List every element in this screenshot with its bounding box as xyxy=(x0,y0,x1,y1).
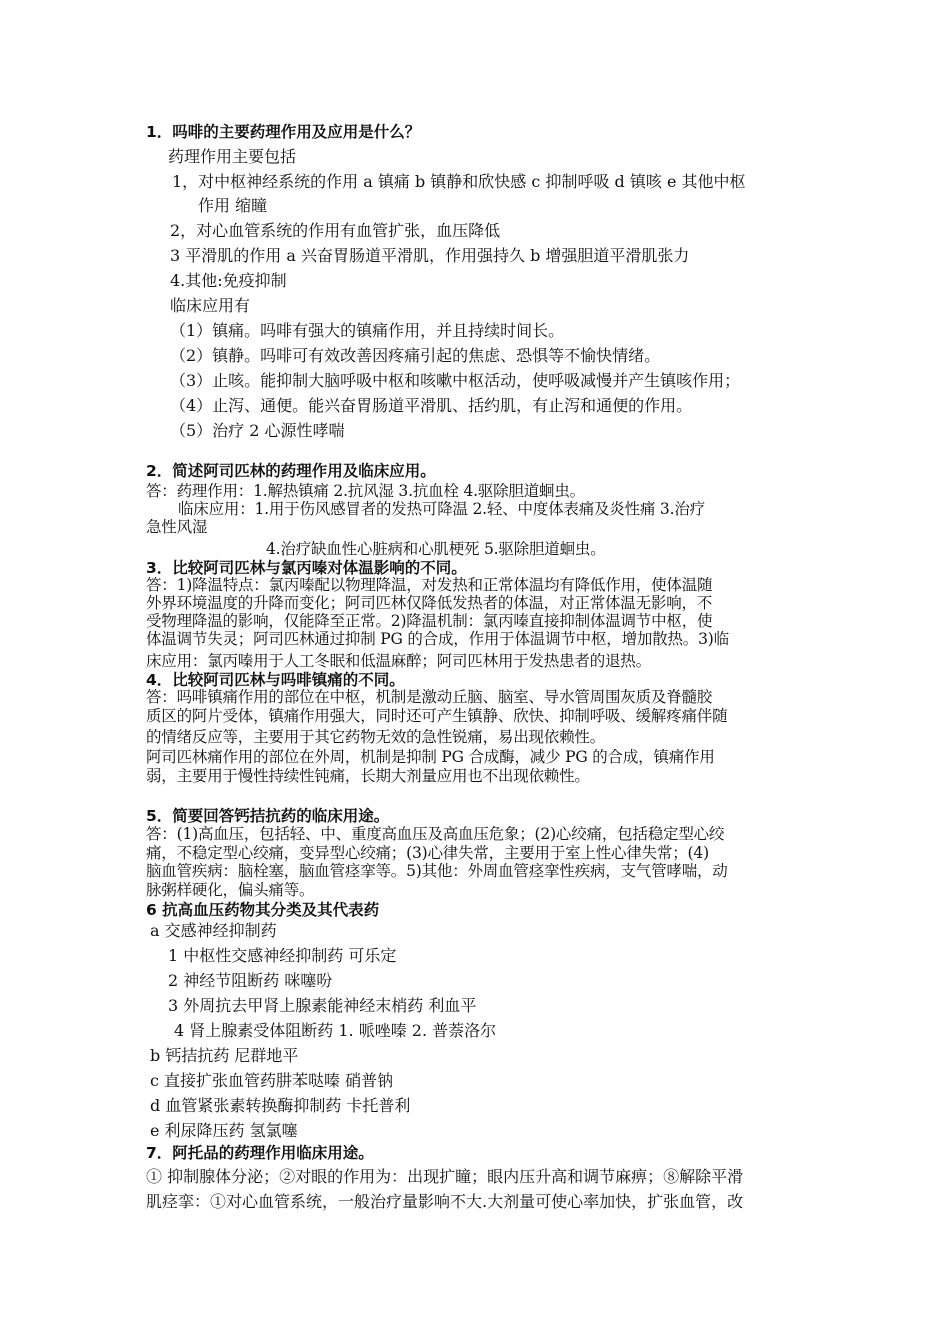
s1-line: （1）镇痛。吗啡有强大的镇痛作用，并且持续时间长。 xyxy=(170,321,565,340)
s1-line: 3 平滑肌的作用 a 兴奋胃肠道平滑肌，作用强持久 b 增强胆道平滑肌张力 xyxy=(170,246,690,265)
s4-line: 阿司匹林痛作用的部位在外周，机制是抑制 PG 合成酶，减少 PG 的合成，镇痛作用 xyxy=(146,748,715,766)
s4-line: 弱，主要用于慢性持续性钝痛，长期大剂量应用也不出现依赖性。 xyxy=(146,767,590,785)
s7-line: 肌痉挛：①对心血管系统，一般治疗量影响不大.大剂量可使心率加快，扩张血管，改 xyxy=(146,1192,744,1211)
s5-line: 痛，不稳定型心绞痛，变异型心绞痛；(3)心律失常，主要用于室上性心律失常；(4) xyxy=(146,844,709,862)
s6-line: a 交感神经抑制药 xyxy=(150,921,277,940)
s1-line: 4.其他:免疫抑制 xyxy=(170,271,287,290)
s6-line: e 利尿降压药 氢氯噻 xyxy=(150,1121,298,1140)
s6-line: 3 外周抗去甲肾上腺素能神经末梢药 利血平 xyxy=(168,996,477,1015)
s6-line: 2 神经节阻断药 咪噻吩 xyxy=(168,971,333,990)
s5-line: 脑血管疾病：脑栓塞，脑血管痉挛等。5)其他：外周血管痉挛性疾病，支气管哮喘，动 xyxy=(146,862,728,880)
s4-line: 的情绪反应等，主要用于其它药物无效的急性锐痛，易出现依赖性。 xyxy=(146,728,606,746)
s3-line: 体温调节失灵；阿司匹林通过抑制 PG 的合成，作用于体温调节中枢，增加散热。3)临 xyxy=(146,630,729,648)
s1-line: 药理作用主要包括 xyxy=(168,147,297,166)
s6-line: 1 中枢性交感神经抑制药 可乐定 xyxy=(168,946,397,965)
s6-line: b 钙拮抗药 尼群地平 xyxy=(150,1046,299,1065)
question-3-title: 3．比较阿司匹林与氯丙嗪对体温影响的不同。 xyxy=(146,559,467,577)
s2-line: 临床应用：1.用于伤风感冒者的发热可降温 2.轻、中度体表痛及炎性痛 3.治疗 xyxy=(178,500,705,518)
s1-line: （3）止咳。能抑制大脑呼吸中枢和咳嗽中枢活动，使呼吸减慢并产生镇咳作用； xyxy=(170,371,741,390)
s1-line: （4）止泻、通便。能兴奋胃肠道平滑肌、括约肌，有止泻和通便的作用。 xyxy=(170,396,693,415)
s2-line: 答：药理作用：1.解热镇痛 2.抗风湿 3.抗血栓 4.驱除胆道蛔虫。 xyxy=(146,482,585,500)
s1-line: 1，对中枢神经系统的作用 a 镇痛 b 镇静和欣快感 c 抑制呼吸 d 镇咳 e 其他中枢 xyxy=(172,172,746,191)
s5-line: 答：(1)高血压，包括轻、中、重度高血压及高血压危象；(2)心绞痛，包括稳定型心绞 xyxy=(146,825,725,843)
s3-line: 答：1)降温特点：氯丙嗪配以物理降温，对发热和正常体温均有降低作用，使体温随 xyxy=(146,576,713,594)
s1-line: 2，对心血管系统的作用有血管扩张，血压降低 xyxy=(170,221,501,240)
question-7-title: 7．阿托品的药理作用临床用途。 xyxy=(146,1144,374,1162)
s6-line: 4 肾上腺素受体阻断药 1. 哌唑嗪 2. 普萘洛尔 xyxy=(174,1021,497,1040)
s2-line: 急性风湿 xyxy=(146,518,208,536)
s6-line: d 血管紧张素转换酶抑制药 卡托普利 xyxy=(150,1096,411,1115)
s3-line: 外界环境温度的升降而变化；阿司匹林仅降低发热者的体温，对正常体温无影响，不 xyxy=(146,594,713,612)
question-1-title: 1．吗啡的主要药理作用及应用是什么？ xyxy=(146,123,421,141)
s1-line: （2）镇静。吗啡可有效改善因疼痛引起的焦虑、恐惧等不愉快情绪。 xyxy=(170,346,661,365)
s4-line: 质区的阿片受体，镇痛作用强大，同时还可产生镇静、欣快、抑制呼吸、缓解疼痛伴随 xyxy=(146,707,728,725)
question-6-title: 6 抗高血压药物其分类及其代表药 xyxy=(146,901,380,919)
s3-line: 床应用：氯丙嗪用于人工冬眠和低温麻醉；阿司匹林用于发热患者的退热。 xyxy=(146,652,651,670)
s5-line: 脉粥样硬化，偏头痛等。 xyxy=(146,881,315,899)
question-4-title: 4．比较阿司匹林与吗啡镇痛的不同。 xyxy=(146,671,405,689)
s6-line: c 直接扩张血管药肼苯哒嗪 硝普钠 xyxy=(150,1071,394,1090)
s1-line: 作用 缩瞳 xyxy=(198,196,268,215)
question-2-title: 2．简述阿司匹林的药理作用及临床应用。 xyxy=(146,462,436,480)
s2-line: 4.治疗缺血性心脏病和心肌梗死 5.驱除胆道蛔虫。 xyxy=(266,540,606,558)
s3-line: 受物理降温的影响，仅能降至正常。2)降温机制：氯丙嗪直接抑制体温调节中枢，使 xyxy=(146,612,713,630)
s1-line: （5）治疗 2 心源性哮喘 xyxy=(170,421,345,440)
question-5-title: 5．简要回答钙拮抗药的临床用途。 xyxy=(146,807,390,825)
s4-line: 答：吗啡镇痛作用的部位在中枢，机制是激动丘脑、脑室、导水管周围灰质及脊髓胶 xyxy=(146,688,713,706)
s1-line: 临床应用有 xyxy=(170,296,251,315)
s7-line: ① 抑制腺体分泌；②对眼的作用为：出现扩瞳；眼内压升高和调节麻痹；⑧解除平滑 xyxy=(146,1167,744,1186)
